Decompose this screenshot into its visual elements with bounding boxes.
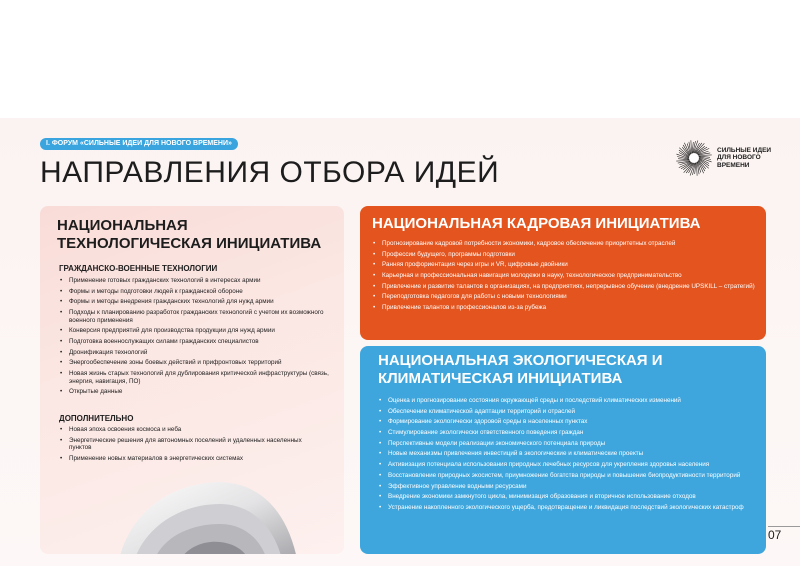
list-item: • Новая жизнь старых технологий для дублирования критической инфраструктуры (связь, энергия, навигация, ПО) [59,370,329,385]
tech-section-civil-military: ГРАЖДАНСКО-ВОЕННЫЕ ТЕХНОЛОГИИ [59,264,218,273]
list-item: • Активизация потенциала использования природных лечебных ресурсов для укрепления здоровья населения [378,461,762,469]
list-item: • Конверсия предприятий для производства продукции для нужд армии [59,327,329,335]
list-item: • Применение новых материалов в энергетических системах [59,455,309,463]
list-item: • Формы и методы подготовки людей к гражданской обороне [59,288,329,296]
list-item: • Прогнозирование кадровой потребности экономики, кадровое обеспечение приоритетных отраслей [372,240,758,248]
tech-section-additional: ДОПОЛНИТЕЛЬНО [59,414,134,423]
list-item: • Переподготовка педагогов для работы с новыми технологиями [372,293,758,301]
list-item: • Новая эпоха освоения космоса и неба [59,426,309,434]
forum-logo [676,140,773,176]
list-item: • Устранение накопленного экологического ущерба, предотвращение и ликвидация последствий экологических катастроф [378,504,762,512]
list-item: • Оценка и прогнозирование состояния окружающей среды и последствий климатических изменений [378,397,762,405]
tech-list-civil-military [59,277,329,399]
decorative-shell-graphic [98,404,298,554]
list-item: • Формы и методы внедрения гражданских технологий для нужд армии [59,298,329,306]
hr-list [372,240,758,315]
list-item: • Обеспечение климатической адаптации территорий и отраслей [378,408,762,416]
list-item: • Подготовка военнослужащих силами гражданских специалистов [59,338,329,346]
starburst-logo-icon [676,140,712,176]
page-number: 07 [768,528,782,542]
list-item: • Внедрение экономики замкнутого цикла, минимизация образования и вторичное использование отходов [378,493,762,501]
list-item: • Привлечение талантов и профессионалов из-за рубежа [372,304,758,312]
eco-initiative-card [360,346,766,554]
list-item: • Энергообеспечение зоны боевых действий и прифронтовых территорий [59,359,329,367]
list-item: • Открытые данные [59,388,329,396]
list-item: • Карьерная и профессиональная навигация молодежи в науку, технологическое предпринимательство [372,272,758,280]
list-item: • Подходы к планированию разработок гражданских технологий с учетом их возможного военного применения [59,309,329,324]
list-item: • Ранняя профориентация через игры и VR, цифровые двойники [372,261,758,269]
list-item: • Применение готовых гражданских технологий в интересах армии [59,277,329,285]
list-item: • Профессии будущего, программы подготовки [372,251,758,259]
list-item: • Дронификация технологий [59,349,329,357]
list-item: • Формирование экологически здоровой среды в населенных пунктах [378,418,762,426]
list-item: • Новые механизмы привлечения инвестиций в экологические и климатические проекты [378,450,762,458]
tech-initiative-title: НАЦИОНАЛЬНАЯ ТЕХНОЛОГИЧЕСКАЯ ИНИЦИАТИВА [57,217,322,252]
forum-badge: I. ФОРУМ «СИЛЬНЫЕ ИДЕИ ДЛЯ НОВОГО ВРЕМЕНИ» [40,138,238,150]
tech-initiative-card [40,206,344,554]
hr-initiative-title: НАЦИОНАЛЬНАЯ КАДРОВАЯ ИНИЦИАТИВА [372,215,701,232]
page-title: НАПРАВЛЕНИЯ ОТБОРА ИДЕЙ [40,156,500,189]
hr-initiative-card [360,206,766,340]
eco-list [378,397,762,515]
eco-initiative-title: НАЦИОНАЛЬНАЯ ЭКОЛОГИЧЕСКАЯ И КЛИМАТИЧЕСКАЯ ИНИЦИАТИВА [378,352,663,387]
list-item: • Привлечение и развитие талантов в организациях, на предприятиях, непрерывное обучение (внедрение UPSKILL – стратегий) [372,283,758,291]
logo-text: СИЛЬНЫЕ ИДЕИ ДЛЯ НОВОГО ВРЕМЕНИ [717,146,772,169]
page-number-divider [768,526,800,527]
list-item: • Стимулирование экологически ответственного поведения граждан [378,429,762,437]
list-item: • Энергетические решения для автономных поселений и удаленных населенных пунктов [59,437,309,452]
list-item: • Эффективное управление водными ресурсами [378,483,762,491]
list-item: • Перспективные модели реализации экономического потенциала природы [378,440,762,448]
list-item: • Восстановление природных экосистем, приумножение богатства природы и повышение биопродуктивности территорий [378,472,762,480]
